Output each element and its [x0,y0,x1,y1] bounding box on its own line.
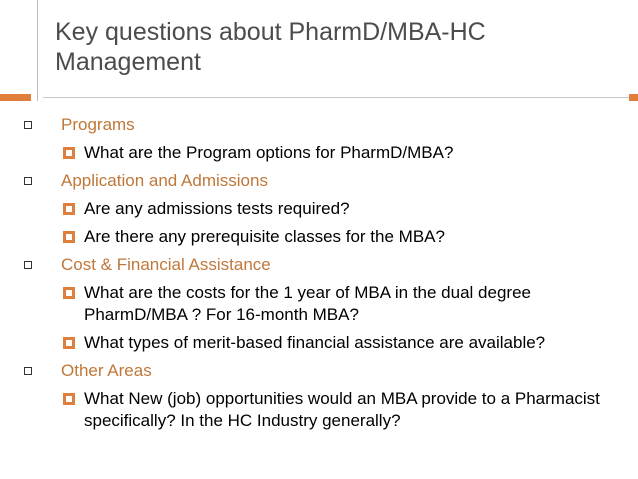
slide-title [55,17,615,77]
hollow-square-bullet-icon [24,367,32,375]
section-heading [0,170,638,194]
accent-bar-right [629,94,638,101]
square-bullet-icon [63,337,75,349]
question-text: Are there any prerequisite classes for the MBA? [84,227,445,246]
question-text: What are the Program options for PharmD/MBA? [84,143,454,162]
section-heading-label: Other Areas [61,361,152,380]
square-bullet-icon [63,147,75,159]
hollow-square-bullet-icon [24,121,32,129]
hollow-square-bullet-icon [24,261,32,269]
square-bullet-icon [63,231,75,243]
question-item [0,142,604,164]
question-item [0,332,604,354]
square-bullet-icon [63,203,75,215]
slide-body [0,114,638,438]
slide-title-line-2: Management [55,48,201,76]
accent-bar-left [0,94,31,101]
slide-title-line-1: Key questions about PharmD/MBA-HC [55,18,486,46]
section-heading [0,360,638,384]
hollow-square-bullet-icon [24,177,32,185]
question-item [0,198,604,220]
section-heading-label: Programs [61,115,135,134]
section-application-admissions [0,170,638,248]
question-text: What types of merit-based financial assistance are available? [84,333,546,352]
section-cost-financial [0,254,638,354]
section-heading [0,254,638,278]
section-heading-label: Cost & Financial Assistance [61,255,271,274]
square-bullet-icon [63,393,75,405]
question-item [0,282,604,326]
square-bullet-icon [63,287,75,299]
question-text: What are the costs for the 1 year of MBA in the dual degree PharmD/MBA ? For 16-month MBA? [84,283,531,324]
question-text: What New (job) opportunities would an MBA provide to a Pharmacist specifically? In the HC Industry generally? [84,389,600,430]
title-divider-vertical [37,0,38,101]
section-heading-label: Application and Admissions [61,171,268,190]
section-heading [0,114,638,138]
question-item [0,226,604,248]
question-text: Are any admissions tests required? [84,199,350,218]
question-item [0,388,604,432]
section-programs [0,114,638,164]
title-underline [43,97,638,98]
section-other-areas [0,360,638,432]
